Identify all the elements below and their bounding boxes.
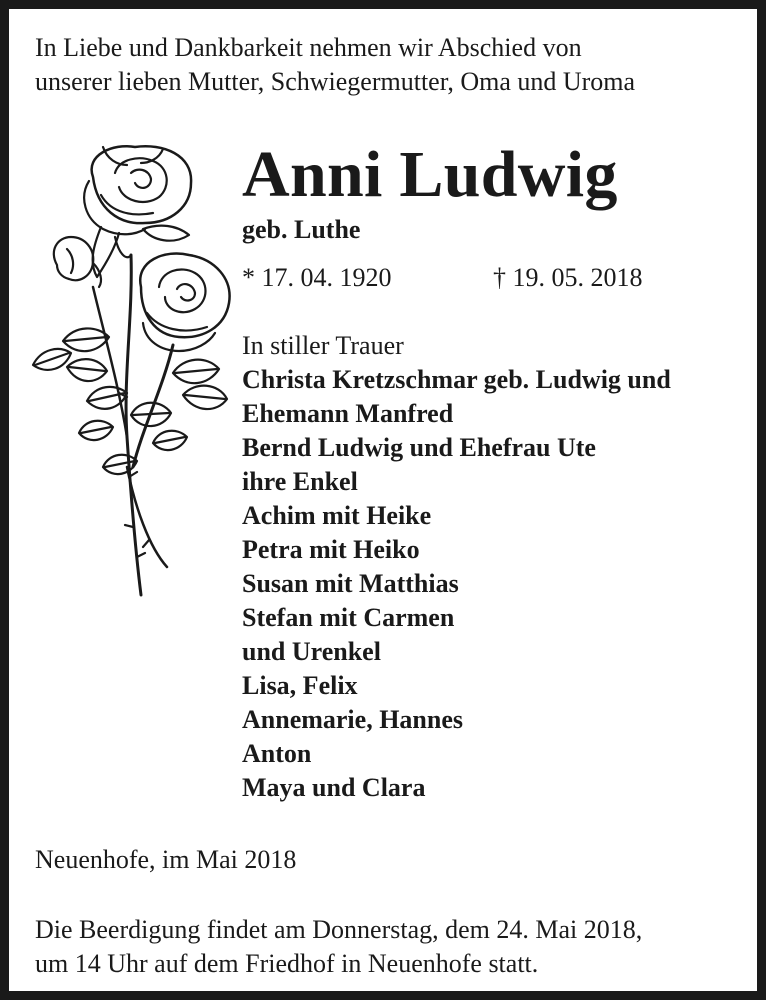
funeral-line-2: um 14 Uhr auf dem Friedhof in Neuenhofe statt. xyxy=(35,949,539,978)
mourner-line: Ehemann Manfred xyxy=(242,399,454,428)
intro-line-1: In Liebe und Dankbarkeit nehmen wir Abschied von xyxy=(35,33,582,62)
rose-illustration-icon xyxy=(23,137,235,607)
mourner-line: In stiller Trauer xyxy=(242,331,404,360)
mourner-line: Bernd Ludwig und Ehefrau Ute xyxy=(242,433,596,462)
mourner-line: Christa Kretzschmar geb. Ludwig und xyxy=(242,365,671,394)
maiden-name: geb. Luthe xyxy=(242,215,361,244)
death-date: † 19. 05. 2018 xyxy=(493,263,643,292)
place-and-date: Neuenhofe, im Mai 2018 xyxy=(35,845,297,874)
birth-date: * 17. 04. 1920 xyxy=(242,263,392,292)
mourner-line: Petra mit Heiko xyxy=(242,535,420,564)
funeral-info xyxy=(35,913,735,981)
mourner-line: Susan mit Matthias xyxy=(242,569,459,598)
deceased-name: Anni Ludwig xyxy=(242,138,618,211)
mourner-line: Achim mit Heike xyxy=(242,501,432,530)
mourner-line: Stefan mit Carmen xyxy=(242,603,455,632)
intro-line-2: unserer lieben Mutter, Schwiegermutter, Oma und Uroma xyxy=(35,67,636,96)
intro-text xyxy=(35,31,741,99)
mourner-line: und Urenkel xyxy=(242,637,381,666)
mourners-list xyxy=(242,329,742,805)
mourner-line: Annemarie, Hannes xyxy=(242,705,463,734)
mourner-line: Lisa, Felix xyxy=(242,671,358,700)
mourner-line: Anton xyxy=(242,739,312,768)
mourner-line: Maya und Clara xyxy=(242,773,426,802)
funeral-line-1: Die Beerdigung findet am Donnerstag, dem 24. Mai 2018, xyxy=(35,915,643,944)
mourner-line: ihre Enkel xyxy=(242,467,358,496)
